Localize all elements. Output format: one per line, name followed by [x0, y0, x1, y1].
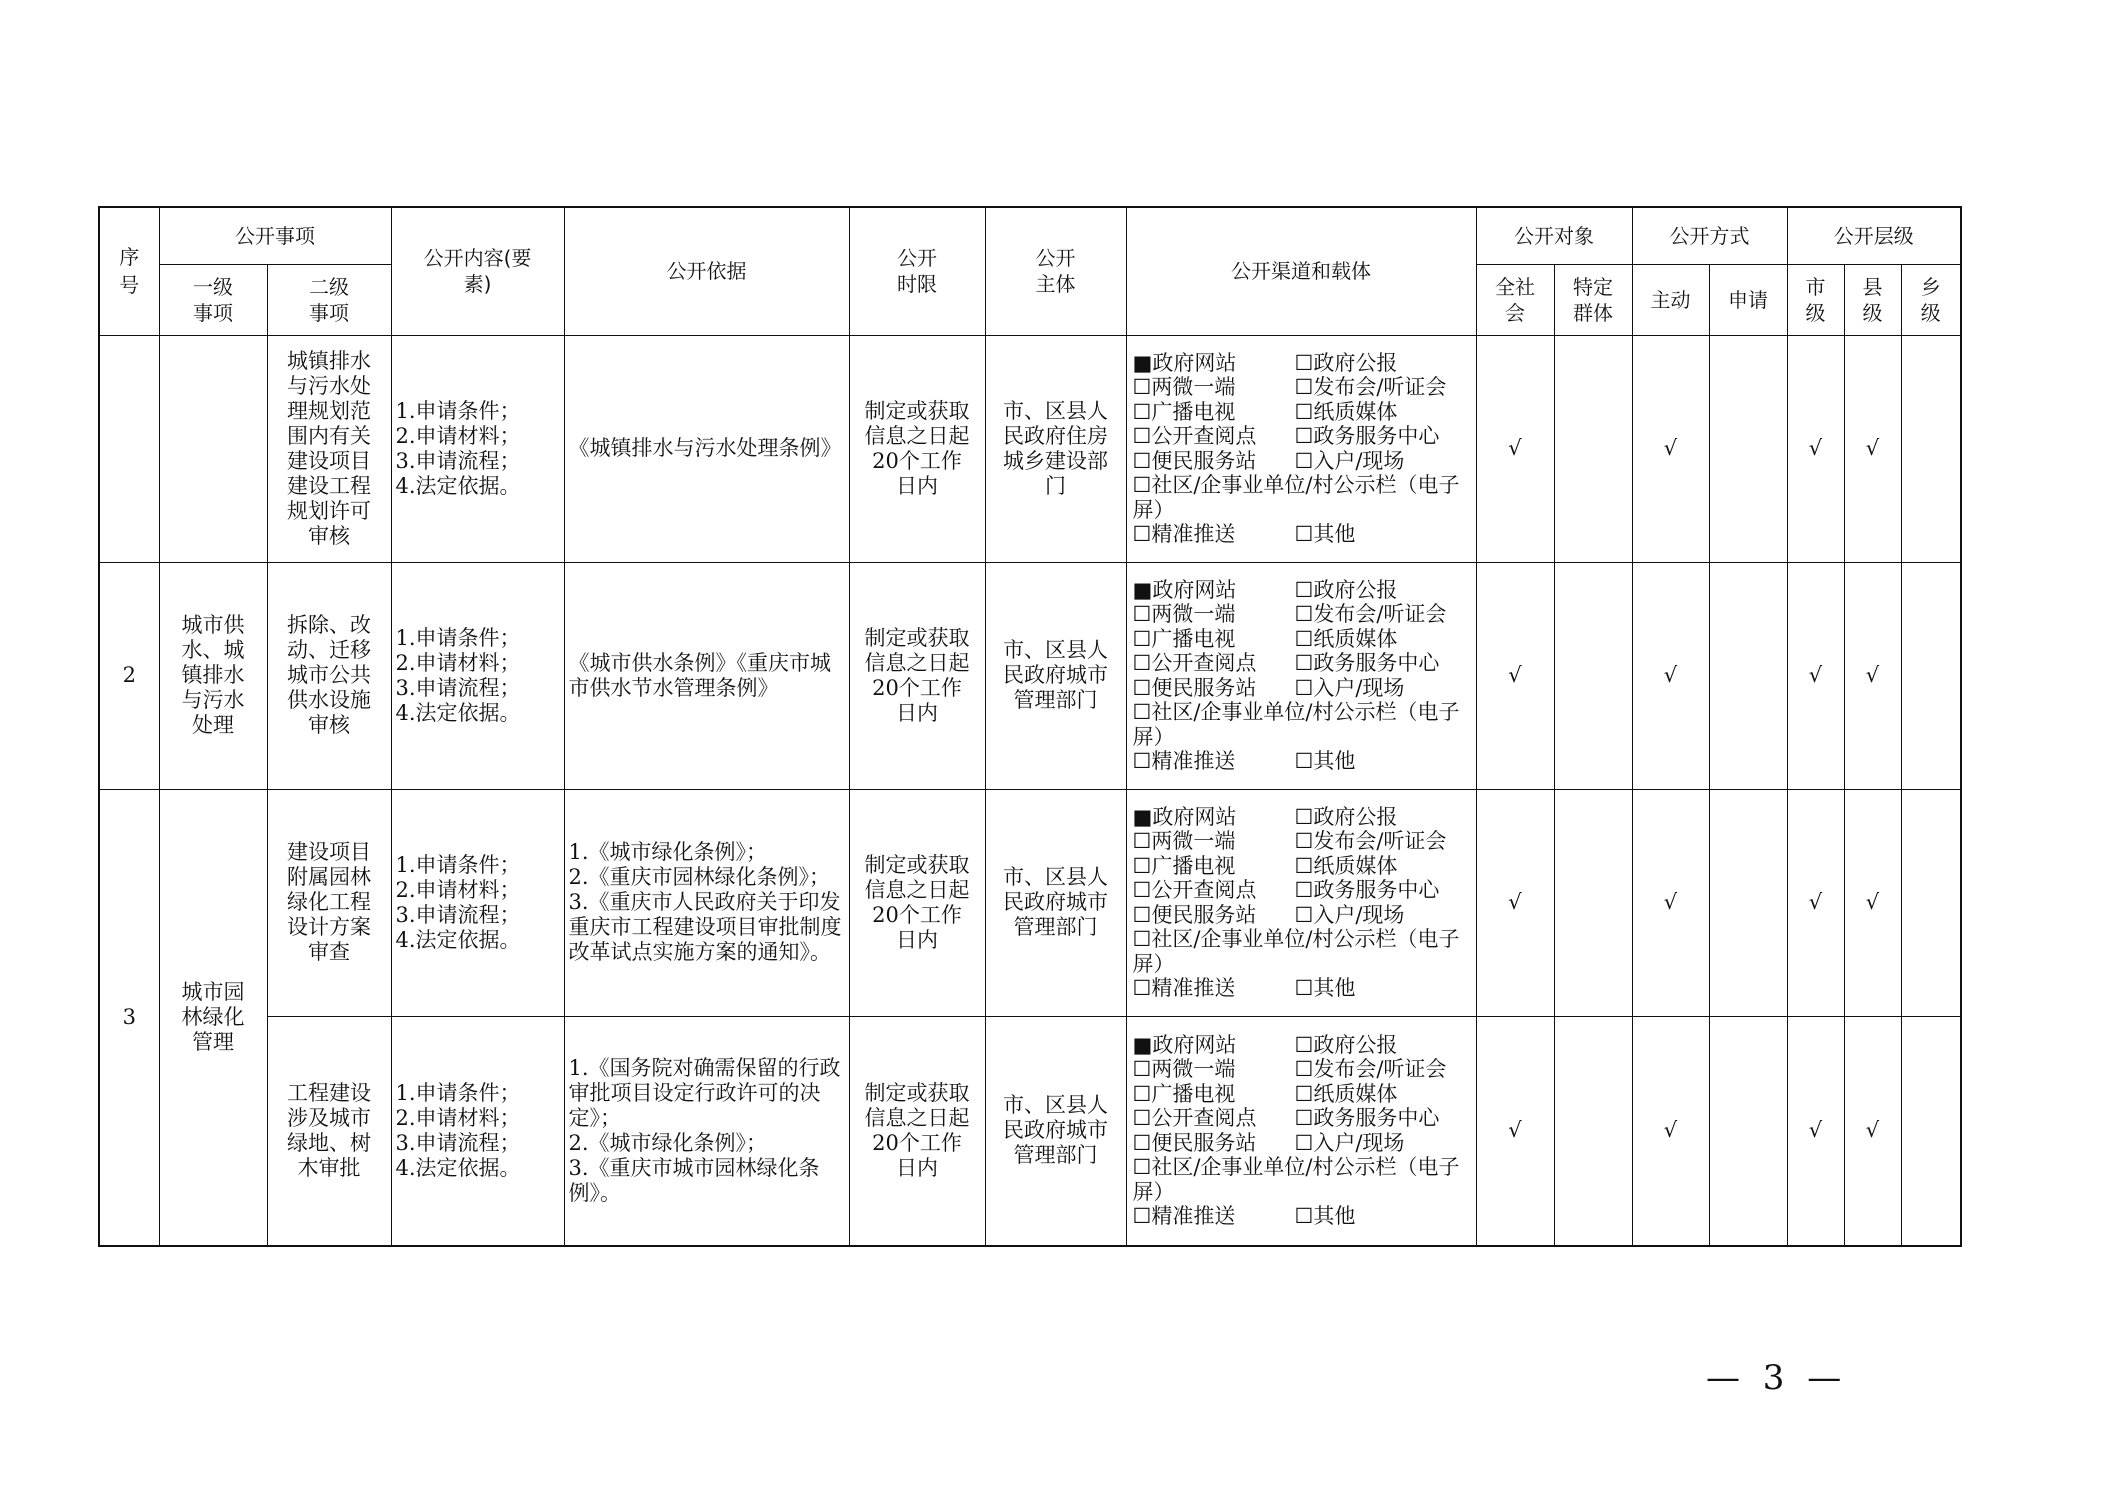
cell-level-county: √	[1844, 335, 1901, 562]
channel-list	[1133, 351, 1470, 547]
cell-mode-apply	[1709, 1016, 1787, 1246]
content-line: 4.法定依据。	[395, 1155, 521, 1180]
header-level: 公开层级	[1787, 207, 1961, 264]
channel-option: ☐发布会/听证会	[1294, 1057, 1447, 1081]
channel-option: ☐广播电视	[1132, 626, 1236, 651]
header-target-all: 全社会	[1476, 264, 1554, 335]
cell-subject: 市、区县人民政府城市管理部门	[985, 789, 1126, 1016]
header-basis: 公开依据	[564, 207, 849, 335]
content-line: 1.申请条件；	[395, 852, 521, 877]
cell-mode-active: √	[1632, 335, 1709, 562]
channel-option: ☐公开查阅点	[1132, 878, 1257, 902]
channel-option: ☐广播电视	[1132, 1081, 1236, 1106]
channel-option: ☐其他	[1294, 749, 1356, 773]
channel-option: ☐便民服务站	[1132, 1130, 1257, 1155]
channel-option: ☐纸质媒体	[1294, 399, 1398, 424]
channel-option: ☐政务服务中心	[1294, 424, 1440, 448]
content-line: 1.申请条件；	[395, 398, 521, 423]
cell-timelimit: 制定或获取信息之日起20个工作日内	[849, 789, 985, 1016]
content-line: 4.法定依据。	[395, 473, 521, 498]
header-level-county: 县级	[1844, 264, 1901, 335]
header-timelimit: 公开时限	[849, 207, 985, 335]
cell-channels	[1126, 335, 1476, 562]
header-level-city: 市级	[1787, 264, 1844, 335]
cell-level-town	[1901, 789, 1961, 1016]
content-line: 2.申请材料；	[395, 1105, 521, 1130]
channel-option: ☐发布会/听证会	[1294, 375, 1447, 399]
header-level-town: 乡级	[1901, 264, 1961, 335]
header-target-group: 特定群体	[1554, 264, 1632, 335]
channel-option: ☐便民服务站	[1132, 902, 1257, 927]
channel-option: ■政府网站	[1132, 350, 1237, 375]
channel-option: ■政府网站	[1132, 577, 1237, 602]
cell-content	[391, 1016, 564, 1246]
cell-level-county: √	[1844, 562, 1901, 789]
cell-basis	[564, 335, 849, 562]
cell-target-group	[1554, 562, 1632, 789]
cell-target-all: √	[1476, 1016, 1554, 1246]
header-target: 公开对象	[1476, 207, 1632, 264]
channel-option: ☐社区/企事业单位/村公示栏（电子屏）	[1132, 927, 1460, 976]
channel-option: ☐政府公报	[1294, 350, 1398, 375]
cell-level-city: √	[1787, 789, 1844, 1016]
cell-content	[391, 562, 564, 789]
table-row	[99, 789, 1961, 1016]
channel-option: ☐入户/现场	[1294, 902, 1405, 927]
channel-list	[1133, 805, 1470, 1001]
channel-option: ☐两微一端	[1132, 375, 1236, 399]
cell-content	[391, 789, 564, 1016]
table-row	[99, 562, 1961, 789]
basis-line: 3.《重庆市城市园林绿化条例》。	[568, 1155, 820, 1205]
cell-level2: 工程建设涉及城市绿地、树木审批	[267, 1016, 391, 1246]
cell-level-town	[1901, 1016, 1961, 1246]
cell-level1: 城市园林绿化管理	[159, 789, 267, 1246]
basis-line: 1.《国务院对确需保留的行政审批项目设定行政许可的决定》；	[568, 1055, 841, 1130]
channel-option: ☐两微一端	[1132, 602, 1236, 626]
basis-line: 《城镇排水与污水处理条例》	[568, 436, 842, 460]
cell-mode-active: √	[1632, 1016, 1709, 1246]
cell-level-city: √	[1787, 1016, 1844, 1246]
header-level1: 一级事项	[159, 264, 267, 335]
cell-level-county: √	[1844, 1016, 1901, 1246]
cell-content	[391, 335, 564, 562]
channel-option: ☐纸质媒体	[1294, 626, 1398, 651]
cell-seq: 2	[99, 562, 159, 789]
cell-level2: 拆除、改动、迁移城市公共供水设施审核	[267, 562, 391, 789]
cell-seq	[99, 335, 159, 562]
cell-level-town	[1901, 562, 1961, 789]
header-mode-apply: 申请	[1709, 264, 1787, 335]
content-line: 2.申请材料；	[395, 650, 521, 675]
header-row-1	[99, 207, 1961, 264]
cell-target-group	[1554, 335, 1632, 562]
cell-level2: 建设项目附属园林绿化工程设计方案审查	[267, 789, 391, 1016]
cell-mode-active: √	[1632, 789, 1709, 1016]
channel-option: ☐发布会/听证会	[1294, 829, 1447, 853]
header-content: 公开内容(要素)	[391, 207, 564, 335]
cell-level1	[159, 335, 267, 562]
cell-mode-apply	[1709, 335, 1787, 562]
cell-basis	[564, 562, 849, 789]
channel-option: ☐社区/企事业单位/村公示栏（电子屏）	[1132, 473, 1460, 522]
cell-seq: 3	[99, 789, 159, 1246]
header-channels: 公开渠道和载体	[1126, 207, 1476, 335]
content-line: 1.申请条件；	[395, 1080, 521, 1105]
table-row	[99, 1016, 1961, 1246]
header-level2: 二级事项	[267, 264, 391, 335]
channel-option: ☐广播电视	[1132, 399, 1236, 424]
table-body	[99, 335, 1961, 1246]
channel-option: ☐入户/现场	[1294, 675, 1405, 700]
channel-option: ☐其他	[1294, 522, 1356, 546]
cell-subject: 市、区县人民政府城市管理部门	[985, 562, 1126, 789]
basis-line: 《城市供水条例》《重庆市城市供水节水管理条例》	[568, 650, 831, 700]
channel-option: ☐其他	[1294, 1204, 1356, 1228]
disclosure-table	[98, 206, 1962, 1247]
channel-option: ☐精准推送	[1132, 1204, 1236, 1228]
cell-level-city: √	[1787, 335, 1844, 562]
basis-line: 2.《城市绿化条例》；	[568, 1130, 768, 1155]
cell-basis	[564, 789, 849, 1016]
content-line: 3.申请流程；	[395, 902, 521, 927]
channel-option: ☐广播电视	[1132, 853, 1236, 878]
channel-option: ☐社区/企事业单位/村公示栏（电子屏）	[1132, 1155, 1460, 1204]
basis-line: 3.《重庆市人民政府关于印发重庆市工程建设项目审批制度改革试点实施方案的通知》。	[568, 890, 842, 964]
content-line: 2.申请材料；	[395, 423, 521, 448]
cell-level-city: √	[1787, 562, 1844, 789]
channel-option: ☐公开查阅点	[1132, 651, 1257, 675]
channel-option: ☐两微一端	[1132, 829, 1236, 853]
cell-channels	[1126, 562, 1476, 789]
cell-target-all: √	[1476, 789, 1554, 1016]
channel-option: ☐精准推送	[1132, 522, 1236, 546]
channel-option: ☐入户/现场	[1294, 448, 1405, 473]
channel-option: ■政府网站	[1132, 1032, 1237, 1057]
cell-level-town	[1901, 335, 1961, 562]
cell-target-all: √	[1476, 562, 1554, 789]
header-mode-active: 主动	[1632, 264, 1709, 335]
channel-option: ☐公开查阅点	[1132, 1106, 1257, 1130]
header-seq: 序号	[99, 207, 159, 335]
header-subject: 公开主体	[985, 207, 1126, 335]
table-row	[99, 335, 1961, 562]
cell-target-group	[1554, 1016, 1632, 1246]
channel-option: ☐精准推送	[1132, 976, 1236, 1000]
content-line: 2.申请材料；	[395, 877, 521, 902]
cell-timelimit: 制定或获取信息之日起20个工作日内	[849, 335, 985, 562]
channel-option: ■政府网站	[1132, 804, 1237, 829]
channel-option: ☐精准推送	[1132, 749, 1236, 773]
channel-option: ☐政府公报	[1294, 577, 1398, 602]
channel-option: ☐便民服务站	[1132, 675, 1257, 700]
cell-target-all: √	[1476, 335, 1554, 562]
channel-option: ☐两微一端	[1132, 1057, 1236, 1081]
content-line: 3.申请流程；	[395, 1130, 521, 1155]
channel-option: ☐其他	[1294, 976, 1356, 1000]
channel-option: ☐纸质媒体	[1294, 1081, 1398, 1106]
content-line: 3.申请流程；	[395, 448, 521, 473]
cell-target-group	[1554, 789, 1632, 1016]
page-number: — 3 —	[1706, 1358, 1848, 1398]
cell-mode-apply	[1709, 789, 1787, 1016]
header-matter: 公开事项	[159, 207, 391, 264]
cell-basis	[564, 1016, 849, 1246]
content-line: 4.法定依据。	[395, 927, 521, 952]
cell-timelimit: 制定或获取信息之日起20个工作日内	[849, 562, 985, 789]
channel-option: ☐入户/现场	[1294, 1130, 1405, 1155]
cell-mode-active: √	[1632, 562, 1709, 789]
channel-option: ☐政务服务中心	[1294, 878, 1440, 902]
channel-list	[1133, 1033, 1470, 1229]
content-line: 3.申请流程；	[395, 675, 521, 700]
channel-option: ☐纸质媒体	[1294, 853, 1398, 878]
cell-timelimit: 制定或获取信息之日起20个工作日内	[849, 1016, 985, 1246]
channel-option: ☐发布会/听证会	[1294, 602, 1447, 626]
channel-option: ☐政府公报	[1294, 1032, 1398, 1057]
channel-option: ☐便民服务站	[1132, 448, 1257, 473]
channel-option: ☐社区/企事业单位/村公示栏（电子屏）	[1132, 700, 1460, 749]
cell-channels	[1126, 789, 1476, 1016]
cell-subject: 市、区县人民政府住房城乡建设部门	[985, 335, 1126, 562]
content-line: 1.申请条件；	[395, 625, 521, 650]
basis-line: 1.《城市绿化条例》；	[568, 840, 768, 864]
cell-level-county: √	[1844, 789, 1901, 1016]
cell-mode-apply	[1709, 562, 1787, 789]
cell-level1: 城市供水、城镇排水与污水处理	[159, 562, 267, 789]
channel-option: ☐政府公报	[1294, 804, 1398, 829]
channel-option: ☐政务服务中心	[1294, 1106, 1440, 1130]
cell-level2: 城镇排水与污水处理规划范围内有关建设项目建设工程规划许可审核	[267, 335, 391, 562]
header-mode: 公开方式	[1632, 207, 1787, 264]
cell-subject: 市、区县人民政府城市管理部门	[985, 1016, 1126, 1246]
basis-line: 2.《重庆市园林绿化条例》；	[568, 865, 831, 889]
channel-option: ☐政务服务中心	[1294, 651, 1440, 675]
content-line: 4.法定依据。	[395, 700, 521, 725]
channel-list	[1133, 578, 1470, 774]
cell-channels	[1126, 1016, 1476, 1246]
channel-option: ☐公开查阅点	[1132, 424, 1257, 448]
